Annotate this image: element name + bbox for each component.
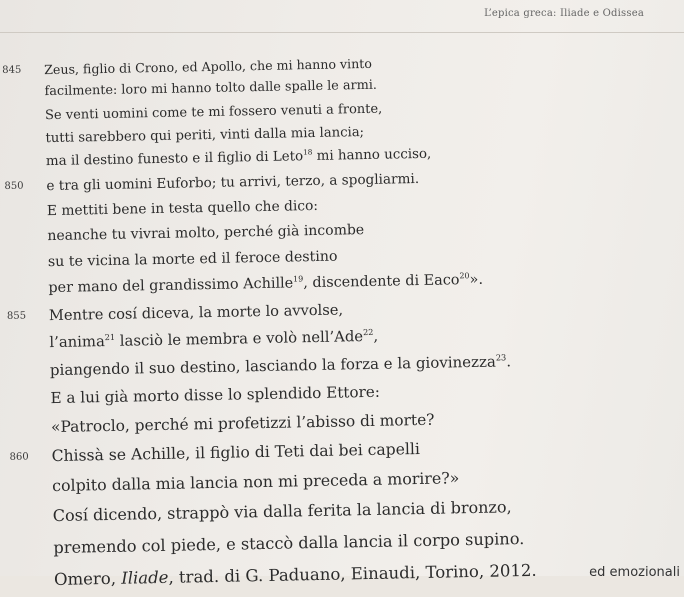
verse-fragment: E mettiti bene in testa quello che dico:	[46, 197, 319, 219]
verse-fragment: e tra gli uomini Euforbo; tu arrivi, terzo, a spogliarmi.	[46, 170, 420, 195]
footnote-ref: 18	[302, 147, 313, 157]
verse-fragment: mi hanno ucciso,	[312, 146, 432, 165]
verse-fragment: Zeus, figlio di Crono, ed Apollo, che mi hanno vinto	[44, 55, 373, 78]
verse-fragment: premendo col piede, e staccò dalla lancia il corpo supino.	[53, 528, 525, 557]
running-header: L’epica greca: Iliade e Odissea	[484, 8, 644, 19]
verse-fragment: ,	[373, 327, 379, 345]
verse-fragment: Chissà se Achille, il figlio di Teti dai bei capelli	[51, 439, 421, 465]
footnote-ref: 19	[293, 274, 304, 284]
header-rule	[0, 32, 684, 33]
verse-fragment: Mentre cosí diceva, la morte lo avvolse,	[48, 300, 344, 324]
verse-fragment: facilmente: loro mi hanno tolto dalle spalle le armi.	[44, 77, 378, 100]
verse-fragment: l’anima	[49, 332, 105, 351]
verse-fragment: , discendente di Eaco	[303, 272, 460, 292]
citation-details: , trad. di G. Paduano, Einaudi, Torino, 2012.	[168, 560, 537, 587]
verse-number: 850	[4, 180, 24, 192]
footnote-ref: 21	[104, 331, 116, 342]
verse-fragment: su te vicina la morte ed il feroce destino	[47, 248, 338, 271]
footnote-ref: 22	[362, 326, 374, 337]
footnote-ref: 23	[495, 352, 507, 363]
verse-fragment: neanche tu vivrai molto, perché già incombe	[47, 221, 365, 244]
footnote-ref: 20	[459, 271, 470, 281]
verse-number: 860	[9, 451, 29, 463]
verse-fragment: colpito dalla mia lancia non mi preceda a morire?»	[51, 468, 460, 496]
verse-fragment: ma il destino funesto e il figlio di Leto	[45, 149, 304, 170]
verse-fragment: «Patroclo, perché mi profetizzi l’abisso di morte?	[50, 410, 435, 436]
citation-work-title: Iliade	[121, 567, 169, 588]
verse-number: 845	[2, 64, 22, 76]
verse-fragment: E a lui già morto disse lo splendido Ettore:	[50, 382, 381, 408]
footer-fragment: ed emozionali	[589, 565, 680, 580]
verse-number: 855	[6, 310, 27, 322]
poem-text	[0, 47, 684, 597]
verse-fragment: ».	[469, 271, 484, 289]
verse-fragment: piangendo il suo destino, lasciando la forza e la giovinezza	[49, 352, 497, 380]
verse-fragment: .	[506, 352, 512, 371]
verse-fragment: lasciò le membra e volò nell’Ade	[114, 327, 364, 350]
verse-fragment: Se venti uomini come te mi fossero venuti a fronte,	[44, 101, 383, 123]
verse-fragment: Cosí dicendo, strappò via dalla ferita la lancia di bronzo,	[52, 497, 512, 526]
verse-fragment: per mano del grandissimo Achille	[48, 275, 294, 297]
citation-author: Omero,	[53, 568, 122, 589]
verse-fragment: tutti sarebbero qui periti, vinti dalla mia lancia;	[45, 124, 365, 146]
